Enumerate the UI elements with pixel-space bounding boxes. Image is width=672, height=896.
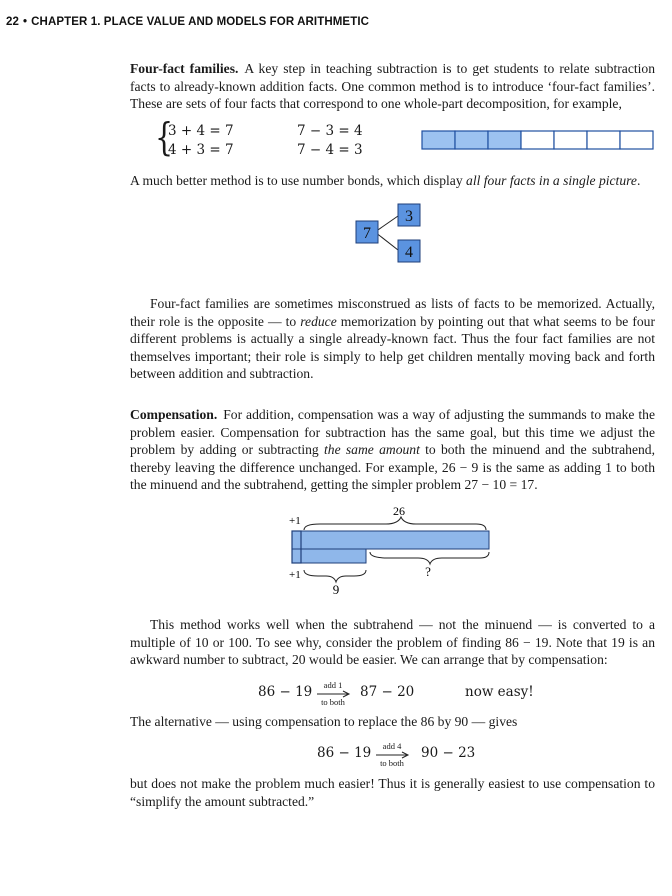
chapter-title: CHAPTER 1. PLACE VALUE AND MODELS FOR ARITHMETIC [31,16,370,28]
comp2-arrow-top: add 4 [382,741,402,751]
running-header [6,16,369,28]
bottom-plus-one: +1 [289,569,301,581]
fact-1: 3 + 4 = 7 [168,123,234,139]
bond-whole: 7 [363,225,371,242]
emphasis-same-amount: the same amount [324,442,420,458]
comp2-arrow-bottom: to both [380,758,404,768]
misconstrued-paragraph: Four-fact families are sometimes misconstrued as lists of facts to be memorized. Actually, their role is the opposite — to reduce memorization by pointing out that what seems to be four different problems is actually a single already-known fact. Thus the four fact families are not themselves important; their role is simply to help get children mentally moving back and forth between addition and subtraction. [130,296,655,382]
difference-question: ? [425,564,431,579]
subtrahend-bar [292,549,366,563]
bar-cell-empty [620,131,653,149]
section-title-four-fact: Four-fact families. [130,61,239,76]
fact-3: 7 − 3 = 4 [297,123,363,139]
four-fact-paragraph [130,60,655,113]
bar-cell-empty [521,131,554,149]
page-number: 22 [6,16,19,28]
difference-brace [370,552,489,564]
comp1-right: 87 − 20 [360,684,415,700]
bar-model [420,128,656,152]
bar-cell-empty [587,131,620,149]
section-title-compensation: Compensation. [130,407,218,422]
comp1-arrow-top: add 1 [323,680,343,690]
comp1-note: now easy! [465,684,534,700]
bar-cell-filled [422,131,455,149]
fact-4: 7 − 4 = 3 [297,142,363,158]
comp1-left: 86 − 19 [258,684,313,700]
four-fact-body: A key step in teaching subtraction is to get students to relate subtraction facts to already-known addition facts. One common method is to introduce ‘four-fact families’. These are sets of four facts that correspond to one whole-part decomposition, for example, [130,61,655,112]
top-total-label: 26 [393,504,405,518]
bar-cell-filled [455,131,488,149]
comp2-left: 86 − 19 [317,745,372,761]
fact-2: 4 + 3 = 7 [168,142,234,158]
subtrahend-label: 9 [332,582,340,597]
number-bond-intro: A much better method is to use number bonds, which display all four facts in a single picture. [130,173,641,188]
bond-part-a: 3 [405,208,413,225]
left-brace: { [155,115,174,159]
compensation-paragraph: Compensation. For addition, compensation was a way of adjusting the summands to make the problem easier. Compensation for subtraction has the same goal, but this time we adjust the problem by adding or subtracting the same amount to both the minuend and the subtrahend, thereby leaving the difference unchanged. For example, 26 − 9 is the same as adding 1 to both the minuend and the subtrahend, getting the simpler problem 27 − 10 = 17. [130,407,655,493]
header-bullet: • [23,16,28,28]
top-brace [304,517,486,530]
subtrahend-brace [304,570,366,582]
minuend-bar [292,531,489,549]
bar-cell-filled [488,131,521,149]
emphasis-reduce: reduce [300,313,337,329]
comp1-arrow-bottom: to both [321,697,345,707]
number-bond [350,200,430,270]
emphasis-all-four: all four facts in a single picture [466,173,637,188]
alternative-paragraph: The alternative — using compensation to replace the 86 by 90 — gives [130,714,518,729]
bond-part-b: 4 [405,244,413,261]
compensation-diagram [280,502,500,600]
bar-cell-empty [554,131,587,149]
final-paragraph: but does not make the problem much easier! Thus it is generally easiest to use compensation to “simplify the amount subtracted.” [130,776,655,809]
top-plus-one: +1 [289,515,301,527]
method-paragraph: This method works well when the subtrahend — not the minuend — is converted to a multiple of 10 or 100. To see why, consider the problem of finding 86 − 19. Note that 19 is an awkward number to subtract, 20 would be easier. We can arrange that by compensation: [130,617,655,668]
comp2-right: 90 − 23 [421,745,476,761]
